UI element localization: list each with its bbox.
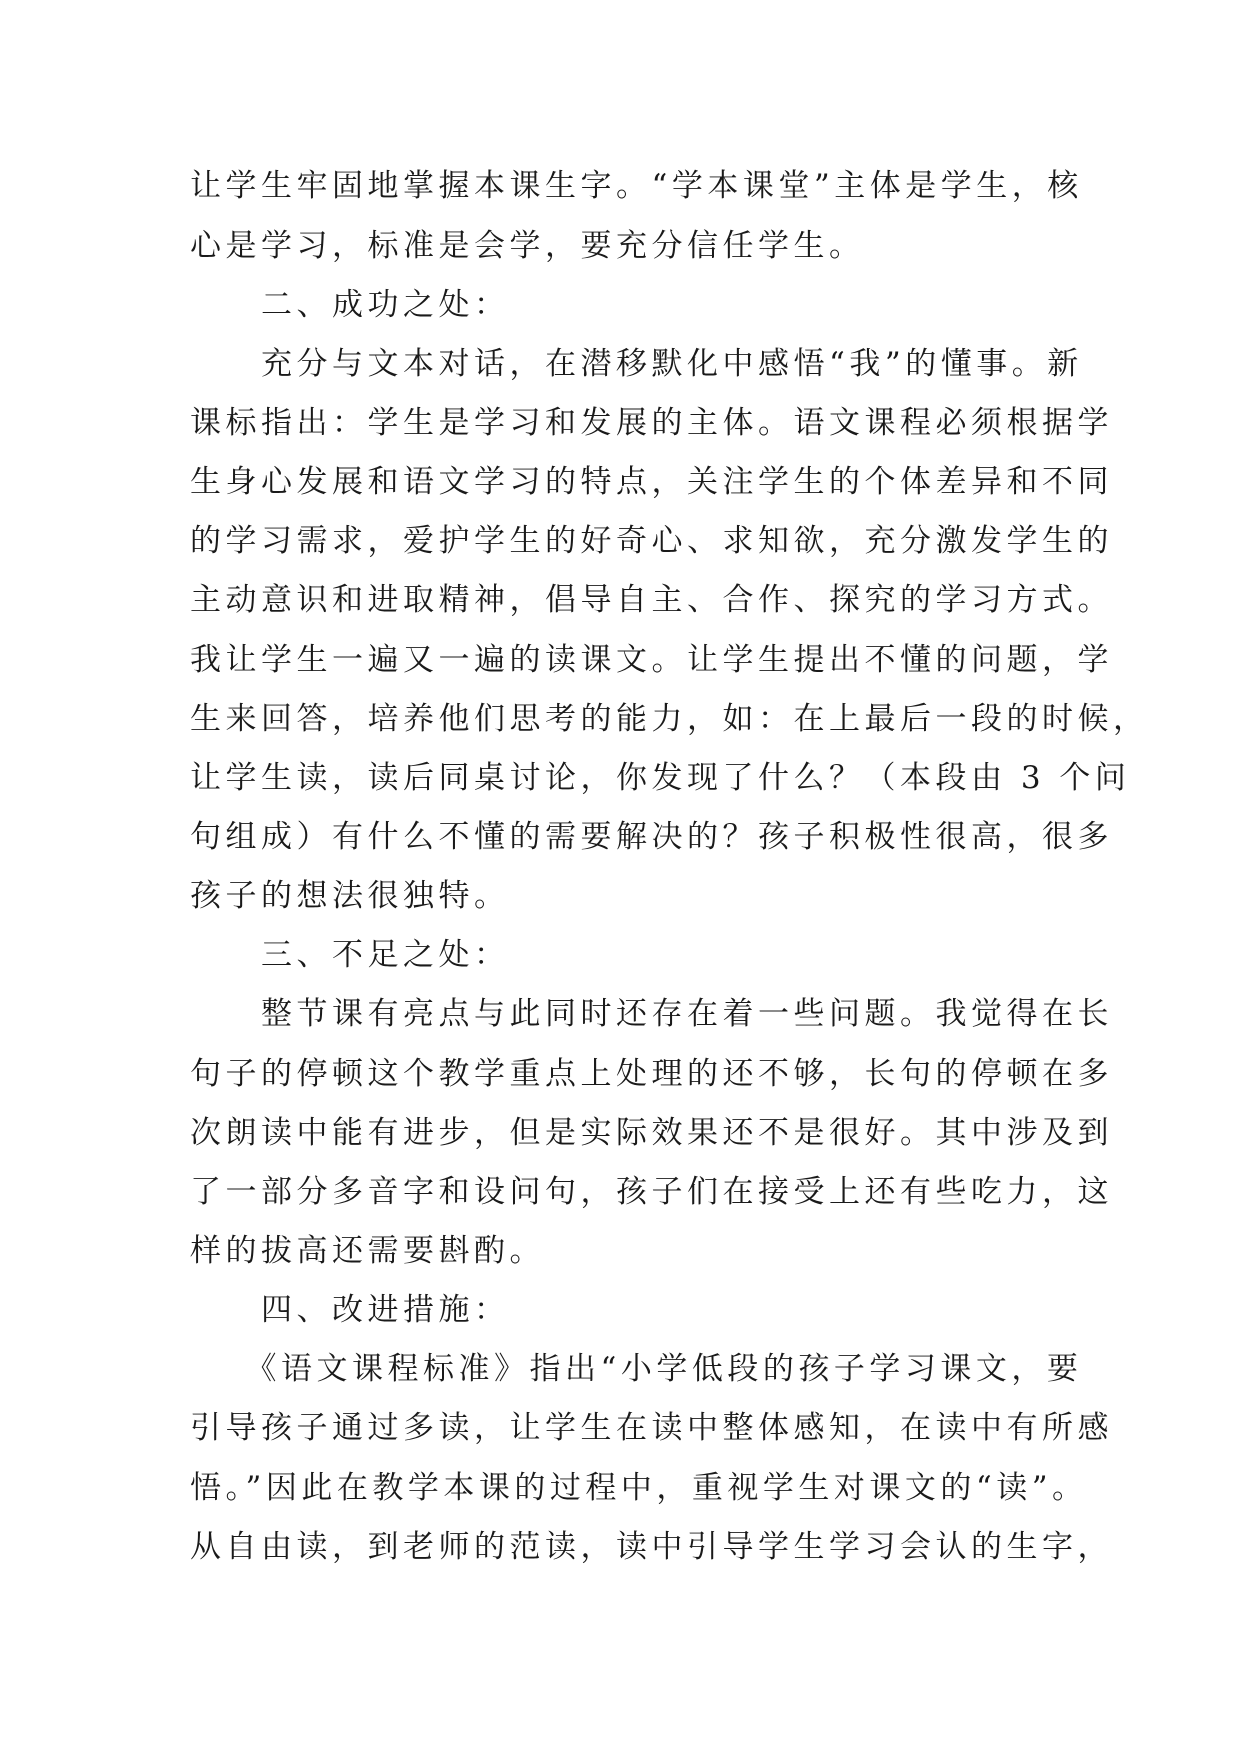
text-line: 从自由读，到老师的范读，读中引导学生学习会认的生字，: [190, 1529, 1113, 1565]
text-line: 的学习需求，爱护学生的好奇心、求知欲，充分激发学生的: [190, 523, 1113, 559]
text-line: 让学生读，读后同桌讨论，你发现了什么？（本段由 3 个问: [190, 760, 1131, 796]
text-line: 整节课有亮点与此同时还存在着一些问题。我觉得在长: [190, 996, 1113, 1032]
text-line: 生来回答，培养他们思考的能力，如：在上最后一段的时候，: [190, 701, 1149, 737]
text-line: 悟。”因此在教学本课的过程中，重视学生对课文的“读”。: [190, 1470, 1088, 1506]
section-heading: 三、不足之处：: [190, 937, 510, 973]
text-line: 我让学生一遍又一遍的读课文。让学生提出不懂的问题，学: [190, 642, 1113, 678]
text-line: 句子的停顿这个教学重点上处理的还不够，长句的停顿在多: [190, 1056, 1113, 1092]
text-line: 《语文课程标准》指出“小学低段的孩子学习课文，要: [190, 1351, 1083, 1387]
section-heading: 二、成功之处：: [190, 287, 510, 323]
text-line: 充分与文本对话，在潜移默化中感悟“我”的懂事。新: [190, 346, 1083, 382]
section-heading: 四、改进措施：: [190, 1292, 510, 1328]
text-line: 孩子的想法很独特。: [190, 878, 510, 914]
text-line: 次朗读中能有进步，但是实际效果还不是很好。其中涉及到: [190, 1115, 1113, 1151]
text-line: 样的拔高还需要斟酌。: [190, 1233, 545, 1269]
text-line: 了一部分多音字和设问句，孩子们在接受上还有些吃力，这: [190, 1174, 1113, 1210]
text-line: 生身心发展和语文学习的特点，关注学生的个体差异和不同: [190, 464, 1113, 500]
text-line: 主动意识和进取精神，倡导自主、合作、探究的学习方式。: [190, 582, 1113, 618]
text-line: 句组成）有什么不懂的需要解决的？孩子积极性很高，很多: [190, 819, 1113, 855]
text-line: 心是学习，标准是会学，要充分信任学生。: [190, 228, 865, 264]
text-line: 引导孩子通过多读，让学生在读中整体感知，在读中有所感: [190, 1410, 1113, 1446]
text-line: 让学生牢固地掌握本课生字。“学本课堂”主体是学生，核: [190, 168, 1083, 204]
text-line: 课标指出：学生是学习和发展的主体。语文课程必须根据学: [190, 405, 1113, 441]
